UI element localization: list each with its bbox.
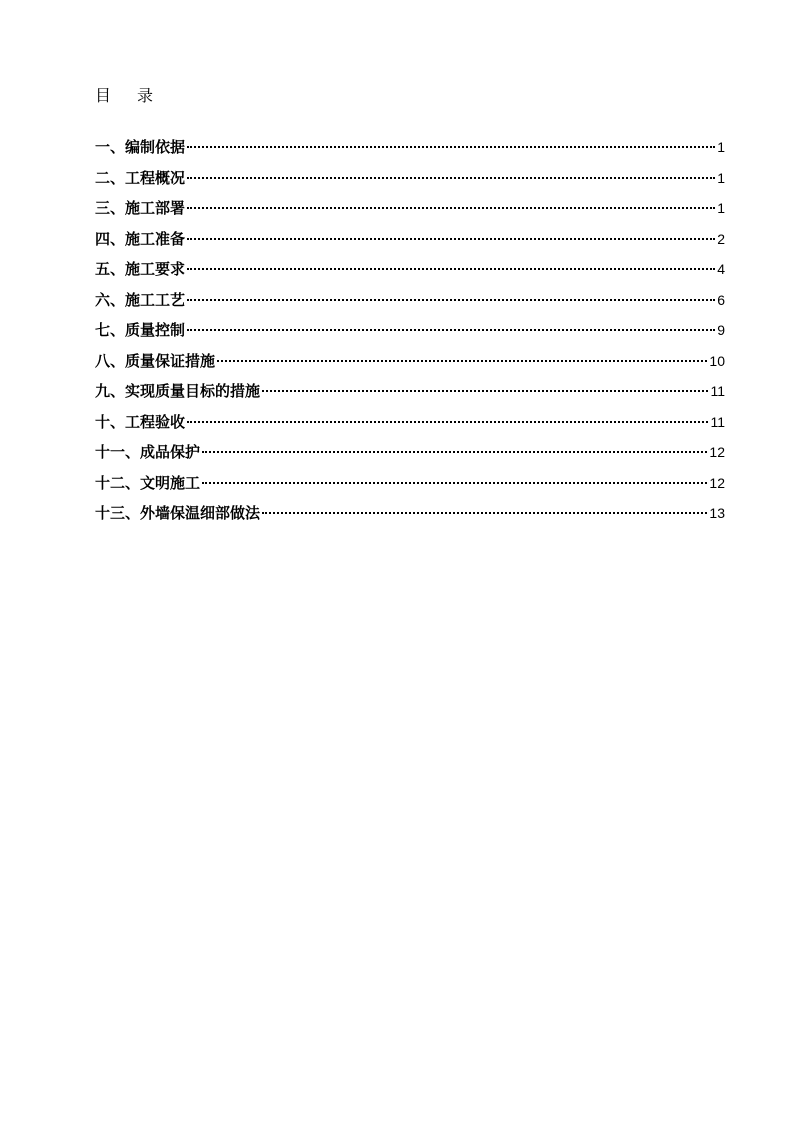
toc-entry[interactable] [95,468,725,499]
toc-entry-label: 三、施工部署 [95,199,186,217]
toc-entry-page: 12 [709,444,725,460]
toc-entry-label: 二、工程概况 [95,168,186,187]
toc-dot-leader [187,420,708,423]
toc-dot-leader [187,145,715,148]
toc-entry-label: 六、施工工艺 [95,290,186,309]
toc-entry-page: 9 [717,322,725,338]
toc-entry-page: 1 [717,169,725,186]
toc-entry-label: 十三、外墙保温细部做法 [95,504,261,522]
toc-entry-label: 八、质量保证措施 [95,351,216,370]
toc-entry-label: 十一、成品保护 [95,443,201,461]
toc-entry[interactable] [95,254,725,285]
toc-entry-page: 4 [717,261,725,277]
toc-title [95,84,153,108]
toc-title-char-2: 录 [137,86,154,105]
toc-entry-page: 1 [717,139,725,155]
toc-entry[interactable] [95,315,725,346]
toc-entry-label: 七、质量控制 [95,321,186,339]
toc-dot-leader [187,206,715,209]
toc-title-char-1: 目 [95,86,112,105]
toc-entry[interactable] [95,346,725,377]
toc-entry-page: 2 [717,230,725,247]
toc-entry-label: 九、实现质量目标的措施 [95,382,261,400]
toc-dot-leader [262,389,708,392]
toc-dot-leader [202,481,707,484]
toc-entry-page: 11 [710,383,725,399]
toc-dot-leader [187,237,715,240]
toc-entry-label: 五、施工要求 [95,260,186,278]
toc-dot-leader [187,328,715,331]
toc-entry[interactable] [95,285,725,316]
toc-entry[interactable] [95,163,725,194]
toc-entry[interactable] [95,193,725,224]
toc-entry-page: 12 [709,474,725,491]
toc-entry-label: 四、施工准备 [95,229,186,248]
toc-entry-label: 一、编制依据 [95,138,186,156]
toc-entry[interactable] [95,376,725,407]
toc-dot-leader [202,450,707,453]
toc-entry-page: 1 [717,200,725,216]
toc-dot-leader [187,176,715,179]
toc-list [95,132,725,529]
toc-entry-page: 11 [710,413,725,430]
toc-entry-page: 6 [717,291,725,308]
toc-entry-page: 10 [709,352,725,369]
toc-dot-leader [262,511,707,514]
toc-entry[interactable] [95,437,725,468]
toc-entry-label: 十二、文明施工 [95,473,201,492]
toc-entry-label: 十、工程验收 [95,412,186,431]
toc-entry[interactable] [95,407,725,438]
toc-entry[interactable] [95,132,725,163]
toc-entry[interactable] [95,224,725,255]
toc-dot-leader [217,359,707,362]
toc-dot-leader [187,267,715,270]
toc-entry[interactable] [95,498,725,529]
toc-entry-page: 13 [709,505,725,521]
toc-dot-leader [187,298,715,301]
